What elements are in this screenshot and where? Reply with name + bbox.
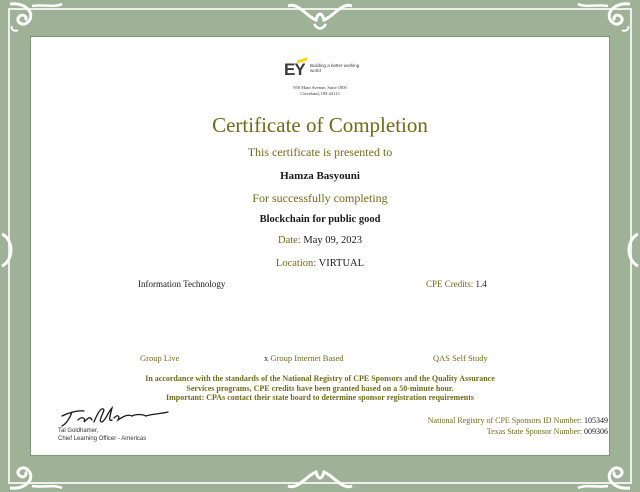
location-label: Location: (275, 258, 317, 269)
cpe-notice-line2: Services programs, CPE credits have been granted based on a 50-minute hour. (186, 383, 454, 393)
bottom-ornament-icon (284, 458, 356, 492)
course-name: Blockchain for public good (259, 214, 381, 225)
completing-text: For successfully completing (252, 191, 388, 205)
nasba-sponsor-id (428, 416, 608, 425)
certificate-title: Certificate of Completion (212, 113, 428, 137)
corner-ornament-icon (574, 458, 634, 492)
format-group-internet-label: Group Internet Based (270, 353, 344, 363)
texas-sponsor-number-value: 009306 (584, 427, 608, 436)
cpe-notice (100, 374, 540, 403)
corner-ornament-icon (574, 0, 634, 34)
ey-logo-mark: EY (284, 60, 305, 79)
texas-sponsor-number-label: Texas State Sponsor Number: (486, 427, 582, 436)
cpe-notice-line3: Important: CPAs contact their state board to determine sponsor registration requirements (166, 393, 474, 402)
format-selected-mark: x (264, 353, 269, 363)
date-label: Date: (278, 235, 301, 246)
corner-ornament-icon (6, 0, 66, 34)
signatory-name: Tal Goldhamer, (58, 428, 99, 434)
cpe-credits-label: CPE Credits: (426, 279, 474, 289)
date-line (100, 235, 540, 246)
ey-tagline: Building a better working world (310, 63, 360, 73)
cpe-notice-line1: In accordance with the standards of the National Registry of CPE Sponsors and the Quality Assurance (145, 374, 495, 383)
date-value: May 09, 2023 (303, 235, 362, 246)
cpe-credits-value: 1.4 (475, 279, 487, 289)
signatory-title: Chief Learning Officer - Americas (58, 436, 147, 442)
format-qas-self-study: QAS Self Study (433, 353, 488, 363)
issuer-address-line2: Cleveland, OH 44113 (300, 91, 340, 96)
texas-sponsor-number (487, 427, 608, 436)
side-ornament-icon (0, 230, 20, 270)
cpe-credits (426, 279, 487, 289)
location-line (100, 258, 540, 269)
corner-ornament-icon (6, 458, 66, 492)
recipient-name: Hamza Basyouni (280, 170, 360, 182)
top-ornament-icon (284, 0, 356, 34)
nasba-sponsor-id-label: National Registry of CPE Sponsors ID Number: (427, 416, 582, 425)
location-value: VIRTUAL (318, 258, 365, 269)
ey-logo (284, 60, 364, 78)
format-group-live: Group Live (140, 353, 180, 363)
handwritten-signature (58, 402, 174, 430)
field-of-study: Information Technology (138, 279, 226, 289)
side-ornament-icon (620, 230, 640, 270)
presented-to-text: This certificate is presented to (247, 145, 393, 159)
issuer-address-line1: 950 Main Avenue, Suite 1800 (293, 85, 347, 90)
format-group-internet (264, 353, 344, 363)
nasba-sponsor-id-value: 105349 (584, 416, 608, 425)
